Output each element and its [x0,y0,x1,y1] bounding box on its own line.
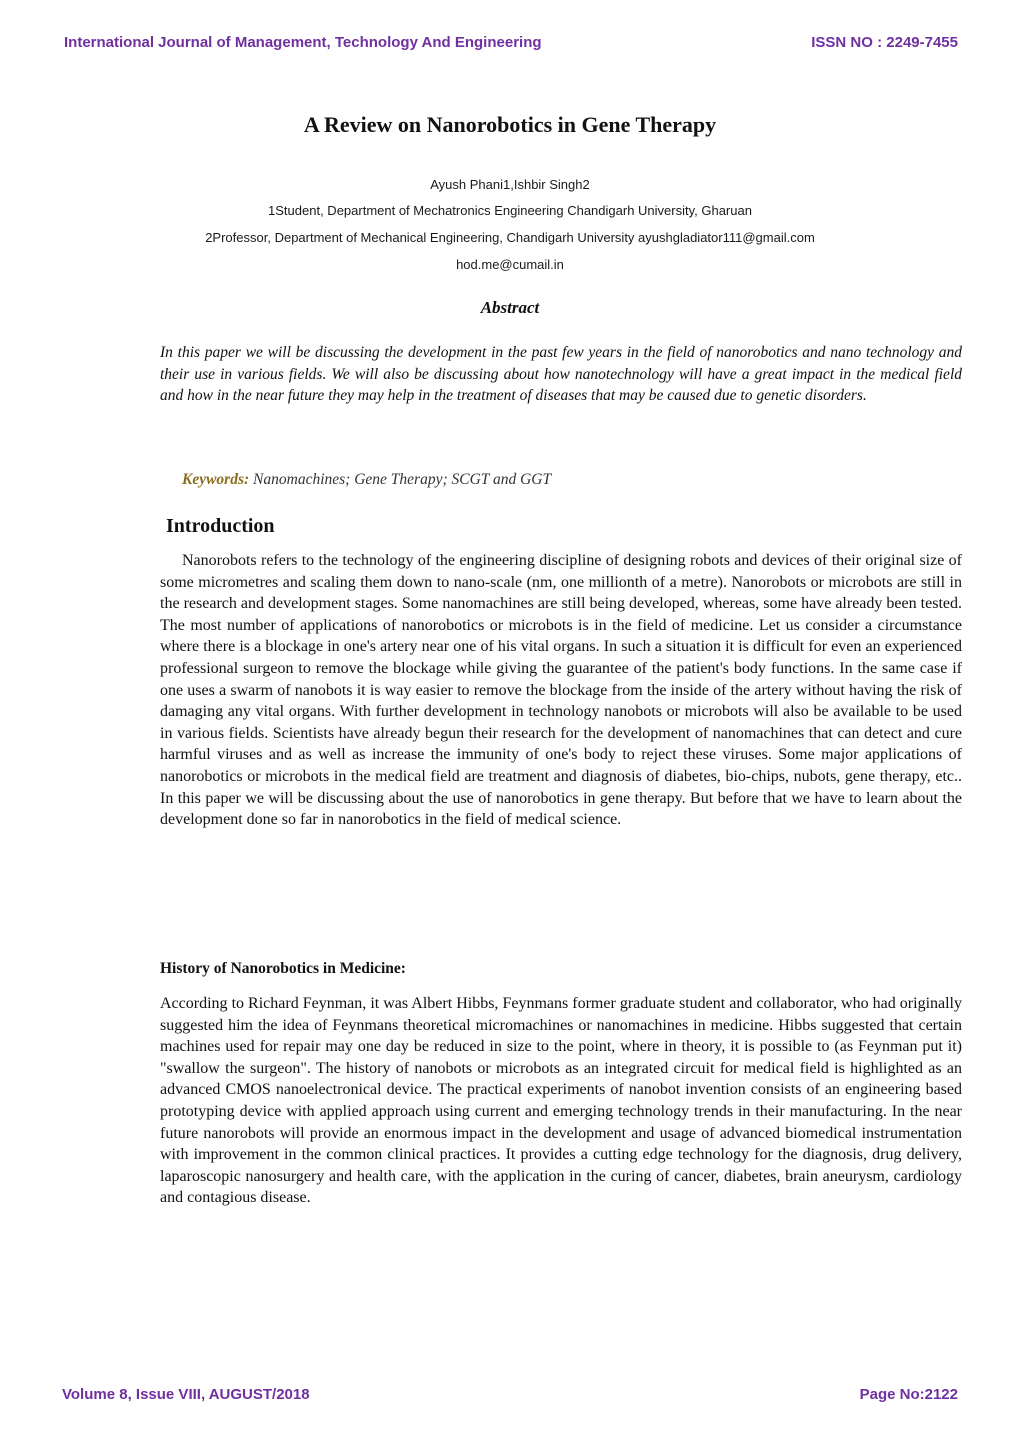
keywords-line [182,471,551,489]
abstract-text: In this paper we will be discussing the development in the past few years in the field of nanorobotics and nano technology and their use in various fields. We will also be discussing about how nanotechnology will have a great impact in the medical field and how in the near future they may help in the treatment of diseases that may be caused due to genetic disorders. [160,344,962,404]
abstract-heading: Abstract [480,298,540,317]
introduction-heading: Introduction [166,515,275,537]
issn-number: ISSN NO : 2249-7455 [811,34,958,51]
keywords-text: Nanomachines; Gene Therapy; SCGT and GGT [253,471,552,488]
journal-name: International Journal of Management, Technology And Engineering [64,34,542,51]
keywords-label: Keywords: [182,471,250,488]
authors: Ayush Phani1,Ishbir Singh2 [430,177,590,192]
introduction-text: Nanorobots refers to the technology of the engineering discipline of designing robots and devices of their original size of some micrometres and scaling them down to nano-scale (nm, one millionth of a metre). Nanorobots or microbots are still in the research and development stages. Some nanomachines are still being developed, whereas, some have already been tested. The most number of applications of nanorobotics or microbots is in the field of medicine. Let us consider a circumstance where there is a blockage in one's artery near one of his vital organs. In such a situation it is difficult for even an experienced professional surgeon to remove the blockage while giving the guarantee of the patient's body functions. In the same case if one uses a swarm of nanobots it is way easier to remove the blockage from the inside of the artery without having the risk of damaging any vital organs. With further development in technology nanobots or microbots will also be available to be used in various fields. Scientists have already begun their research for the development of nanomachines that can detect and cure harmful viruses and as well as increase the immunity of one's body to reject these viruses. Some major applications of nanorobotics or microbots in the medical field are treatment and diagnosis of diabetes, bio-chips, nubots, gene therapy, etc.. In this paper we will be discussing about the use of nanorobotics in gene therapy. But before that we have to learn about the development done so far in nanorobotics in the field of medical science. [160,552,962,829]
affiliation-1: 1Student, Department of Mechatronics Engineering Chandigarh University, Gharuan [268,203,752,218]
contact-email: hod.me@cumail.in [456,257,564,272]
history-text: According to Richard Feynman, it was Albert Hibbs, Feynmans former graduate student and collaborator, who had originally suggested him the idea of Feynmans theoretical micromachines or nanomachines in medicine. Hibbs suggested that certain machines used for repair may one day be reduced in size to the point, where in theory, it is possible to (as Feynman put it) "swallow the surgeon". The history of nanobots or microbots as an integrated circuit for medical field is highlighted as an advanced CMOS nanoelectronical device. The practical experiments of nanobot invention consists of an engineering based prototyping device with applied approach using current and emerging technology trends in their manufacturing. In the near future nanorobots will provide an enormous impact in the development and usage of advanced biomedical instrumentation with improvement in the common clinical practices. It provides a cutting edge technology for the diagnosis, drug delivery, laparoscopic nanosurgery and health care, with the application in the curing of cancer, diabetes, brain aneurysm, cardiology and contagious disease. [160,995,962,1207]
paper-title: A Review on Nanorobotics in Gene Therapy [303,112,717,137]
history-heading: History of Nanorobotics in Medicine: [160,960,406,977]
affiliation-2: 2Professor, Department of Mechanical Engineering, Chandigarh University ayushgladiator111@gmail.com [205,230,815,245]
volume-issue: Volume 8, Issue VIII, AUGUST/2018 [62,1386,310,1403]
page-number: Page No:2122 [859,1386,958,1403]
